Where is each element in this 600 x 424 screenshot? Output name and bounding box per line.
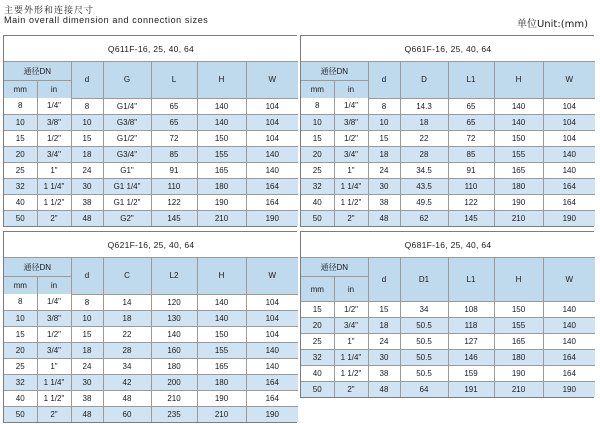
- column-header-w: W: [246, 62, 298, 99]
- table-title: Q611F-16, 25, 40, 64: [4, 36, 298, 62]
- table-row: [301, 382, 595, 398]
- table-cell: 15: [71, 130, 103, 146]
- table-cell: 65: [448, 114, 494, 130]
- table-cell: 28: [400, 146, 448, 162]
- table-row: [301, 98, 595, 114]
- table-cell: 146: [448, 350, 494, 366]
- table-cell: 140: [197, 294, 246, 310]
- table-cell: 150: [494, 302, 543, 318]
- table-cell: 180: [197, 374, 246, 390]
- column-header-w: W: [543, 258, 595, 302]
- spec-table: [301, 232, 595, 397]
- table-cell: 24: [368, 334, 400, 350]
- column-header-h: H: [494, 62, 543, 99]
- column-header-mm: mm: [4, 277, 37, 295]
- table-cell: 48: [71, 406, 103, 422]
- table-cell: 164: [543, 366, 595, 382]
- table-cell: 200: [151, 374, 197, 390]
- column-header-w: W: [246, 258, 298, 295]
- table-cell: 164: [246, 390, 298, 406]
- table-cell: 164: [543, 178, 595, 194]
- table-cell: 20: [301, 146, 334, 162]
- table-row: [4, 342, 298, 358]
- column-header-h: H: [197, 62, 246, 99]
- table-cell: 190: [246, 210, 298, 226]
- column-header-in: in: [334, 81, 368, 99]
- table-cell: 30: [368, 350, 400, 366]
- table-cell: 140: [246, 358, 298, 374]
- table-cell: 8: [368, 98, 400, 114]
- table-row: [4, 210, 298, 226]
- table-cell: 1 1/2": [37, 194, 71, 210]
- spec-table: [301, 36, 595, 226]
- table-cell: 1 1/4": [37, 374, 71, 390]
- table-cell: 180: [197, 178, 246, 194]
- table-cell: 48: [368, 382, 400, 398]
- column-header-dn: 通径DN: [301, 258, 368, 277]
- table-cell: 32: [4, 178, 37, 194]
- table-cell: 1": [37, 358, 71, 374]
- table-cell: 1/4": [37, 98, 71, 114]
- table-cell: 20: [4, 146, 37, 162]
- table-cell: 1 1/2": [334, 366, 368, 382]
- table-cell: 155: [494, 146, 543, 162]
- table-cell: 150: [197, 326, 246, 342]
- table-cell: 18: [71, 342, 103, 358]
- table-q621f: [3, 231, 297, 423]
- table-row: [4, 358, 298, 374]
- table-cell: 122: [448, 194, 494, 210]
- table-row: [4, 98, 298, 114]
- table-cell: 30: [368, 178, 400, 194]
- table-cell: 8: [4, 294, 37, 310]
- table-q611f: [3, 35, 297, 227]
- table-cell: 180: [494, 178, 543, 194]
- table-cell: 25: [4, 358, 37, 374]
- table-cell: 38: [71, 390, 103, 406]
- table-cell: G3/4": [103, 146, 151, 162]
- table-cell: 18: [71, 146, 103, 162]
- table-cell: 8: [71, 98, 103, 114]
- table-cell: 210: [494, 382, 543, 398]
- table-cell: 40: [301, 366, 334, 382]
- table-cell: 190: [543, 210, 595, 226]
- table-cell: 2": [334, 382, 368, 398]
- table-cell: 1/4": [334, 98, 368, 114]
- table-cell: 25: [301, 162, 334, 178]
- table-cell: 165: [494, 334, 543, 350]
- table-cell: 15: [4, 326, 37, 342]
- column-header-in: in: [37, 277, 71, 295]
- table-cell: 15: [71, 326, 103, 342]
- column-header-dn: 通径DN: [4, 258, 71, 277]
- table-cell: 18: [400, 114, 448, 130]
- table-row: [4, 130, 298, 146]
- table-cell: 150: [197, 130, 246, 146]
- table-cell: 1": [37, 162, 71, 178]
- column-header-w: W: [543, 62, 595, 99]
- table-cell: 190: [246, 406, 298, 422]
- table-cell: 18: [103, 310, 151, 326]
- table-cell: 210: [197, 406, 246, 422]
- table-cell: G3/8": [103, 114, 151, 130]
- table-cell: 10: [71, 114, 103, 130]
- table-cell: 145: [448, 210, 494, 226]
- table-cell: 24: [368, 162, 400, 178]
- column-header-l2: L2: [151, 258, 197, 295]
- table-cell: 15: [368, 302, 400, 318]
- column-header-dn: 通径DN: [4, 62, 71, 81]
- table-cell: 10: [71, 310, 103, 326]
- table-cell: 140: [543, 146, 595, 162]
- table-cell: G2": [103, 210, 151, 226]
- table-cell: 50: [301, 210, 334, 226]
- table-cell: 140: [543, 302, 595, 318]
- table-cell: 104: [543, 130, 595, 146]
- table-cell: 164: [543, 350, 595, 366]
- table-cell: 62: [400, 210, 448, 226]
- column-header-l1: L1: [448, 62, 494, 99]
- table-row: [4, 390, 298, 406]
- table-cell: 104: [246, 310, 298, 326]
- table-cell: 24: [71, 162, 103, 178]
- table-cell: 50: [301, 382, 334, 398]
- table-cell: 38: [368, 194, 400, 210]
- table-cell: 110: [448, 178, 494, 194]
- table-cell: 91: [151, 162, 197, 178]
- table-cell: 22: [400, 130, 448, 146]
- table-cell: 1 1/2": [334, 194, 368, 210]
- table-cell: 120: [151, 294, 197, 310]
- column-header-in: in: [334, 277, 368, 302]
- table-cell: 127: [448, 334, 494, 350]
- table-cell: 32: [4, 374, 37, 390]
- table-cell: 104: [543, 98, 595, 114]
- table-cell: 15: [301, 130, 334, 146]
- table-cell: 8: [301, 98, 334, 114]
- column-header-d: d: [71, 62, 103, 99]
- table-cell: 49.5: [400, 194, 448, 210]
- table-row: [301, 162, 595, 178]
- table-cell: 140: [151, 326, 197, 342]
- table-cell: 30: [71, 178, 103, 194]
- table-cell: 1 1/4": [37, 178, 71, 194]
- title-cn: 主要外形和连接尺寸: [4, 6, 95, 16]
- table-row: [4, 114, 298, 130]
- table-cell: 235: [151, 406, 197, 422]
- table-cell: 104: [246, 294, 298, 310]
- table-cell: 210: [151, 390, 197, 406]
- table-cell: 155: [197, 146, 246, 162]
- column-header-d: d: [71, 258, 103, 295]
- table-cell: 18: [368, 318, 400, 334]
- table-row: [4, 194, 298, 210]
- table-row: [4, 162, 298, 178]
- table-row: [4, 406, 298, 422]
- table-cell: 1/2": [37, 326, 71, 342]
- table-row: [301, 130, 595, 146]
- column-header-d: d: [368, 62, 400, 99]
- table-cell: 72: [448, 130, 494, 146]
- table-cell: 50: [4, 210, 37, 226]
- table-row: [301, 318, 595, 334]
- unit-label: 单位Unit:(mm): [516, 19, 588, 30]
- table-cell: 1/2": [334, 302, 368, 318]
- table-cell: 65: [151, 98, 197, 114]
- table-cell: 165: [197, 358, 246, 374]
- table-cell: 108: [448, 302, 494, 318]
- column-header-dn: 通径DN: [301, 62, 368, 81]
- table-cell: 180: [151, 358, 197, 374]
- table-cell: 159: [448, 366, 494, 382]
- table-cell: 3/4": [37, 342, 71, 358]
- table-cell: G1/4": [103, 98, 151, 114]
- table-cell: 145: [151, 210, 197, 226]
- table-cell: 42: [103, 374, 151, 390]
- table-q681f: [300, 231, 594, 398]
- table-cell: 22: [103, 326, 151, 342]
- table-title: Q681F-16, 25, 40, 64: [301, 232, 595, 258]
- table-cell: 1 1/4": [334, 178, 368, 194]
- table-cell: 32: [301, 350, 334, 366]
- table-row: [4, 310, 298, 326]
- table-cell: 140: [197, 310, 246, 326]
- table-cell: 164: [246, 374, 298, 390]
- column-header-d: D: [400, 62, 448, 99]
- table-row: [4, 326, 298, 342]
- table-cell: 164: [543, 194, 595, 210]
- table-cell: 165: [494, 162, 543, 178]
- table-cell: G1 1/4": [103, 178, 151, 194]
- table-q661f: [300, 35, 594, 227]
- table-cell: 164: [246, 194, 298, 210]
- table-cell: 2": [37, 210, 71, 226]
- table-row: [4, 178, 298, 194]
- table-cell: 140: [543, 318, 595, 334]
- table-cell: 38: [71, 194, 103, 210]
- table-cell: 1": [334, 334, 368, 350]
- table-row: [301, 302, 595, 318]
- table-cell: 110: [151, 178, 197, 194]
- column-header-mm: mm: [301, 277, 334, 302]
- table-cell: 32: [301, 178, 334, 194]
- table-cell: 104: [246, 98, 298, 114]
- table-cell: 1": [334, 162, 368, 178]
- table-cell: 118: [448, 318, 494, 334]
- table-cell: 40: [4, 390, 37, 406]
- column-header-d: d: [368, 258, 400, 302]
- table-cell: 34: [103, 358, 151, 374]
- table-cell: G1/2": [103, 130, 151, 146]
- title-en: Main overall dimension and connection sizes: [4, 15, 209, 25]
- table-cell: 140: [246, 342, 298, 358]
- table-cell: 50: [4, 406, 37, 422]
- table-cell: 3/8": [37, 310, 71, 326]
- table-cell: 165: [197, 162, 246, 178]
- table-cell: 48: [103, 390, 151, 406]
- table-row: [4, 294, 298, 310]
- table-cell: 20: [4, 342, 37, 358]
- table-cell: 34.5: [400, 162, 448, 178]
- table-cell: 191: [448, 382, 494, 398]
- table-cell: 140: [494, 114, 543, 130]
- table-row: [301, 146, 595, 162]
- table-cell: 155: [197, 342, 246, 358]
- table-row: [301, 194, 595, 210]
- table-cell: 1/4": [37, 294, 71, 310]
- table-cell: 64: [400, 382, 448, 398]
- table-cell: 20: [301, 318, 334, 334]
- table-cell: 210: [197, 210, 246, 226]
- column-header-g: G: [103, 62, 151, 99]
- table-cell: 10: [4, 114, 37, 130]
- table-cell: 10: [4, 310, 37, 326]
- column-header-mm: mm: [301, 81, 334, 99]
- table-cell: 150: [494, 130, 543, 146]
- table-cell: 1 1/4": [334, 350, 368, 366]
- table-row: [301, 350, 595, 366]
- table-cell: 2": [334, 210, 368, 226]
- table-cell: 91: [448, 162, 494, 178]
- column-header-d1: D1: [400, 258, 448, 302]
- table-cell: 8: [4, 98, 37, 114]
- column-header-h: H: [494, 258, 543, 302]
- table-cell: 60: [103, 406, 151, 422]
- spec-table: [4, 232, 298, 422]
- table-cell: 24: [71, 358, 103, 374]
- table-cell: 18: [368, 146, 400, 162]
- table-row: [301, 210, 595, 226]
- table-cell: 43.5: [400, 178, 448, 194]
- table-cell: 50.5: [400, 334, 448, 350]
- table-cell: 25: [4, 162, 37, 178]
- table-cell: 14: [103, 294, 151, 310]
- table-cell: 50.5: [400, 366, 448, 382]
- table-cell: 160: [151, 342, 197, 358]
- table-cell: 38: [368, 366, 400, 382]
- table-cell: 40: [301, 194, 334, 210]
- table-cell: 15: [4, 130, 37, 146]
- column-header-l1: L1: [448, 258, 494, 302]
- table-title: Q621F-16, 25, 40, 64: [4, 232, 298, 258]
- table-cell: 3/4": [334, 146, 368, 162]
- table-cell: 2": [37, 406, 71, 422]
- table-cell: 85: [448, 146, 494, 162]
- table-cell: 140: [246, 162, 298, 178]
- table-cell: 3/4": [334, 318, 368, 334]
- table-cell: 122: [151, 194, 197, 210]
- table-cell: 104: [246, 326, 298, 342]
- table-cell: 50.5: [400, 350, 448, 366]
- table-cell: 14.3: [400, 98, 448, 114]
- table-cell: 48: [71, 210, 103, 226]
- table-cell: 180: [494, 350, 543, 366]
- table-cell: 104: [246, 114, 298, 130]
- table-cell: 1 1/2": [37, 390, 71, 406]
- column-header-in: in: [37, 81, 71, 99]
- table-cell: 15: [301, 302, 334, 318]
- table-cell: 50.5: [400, 318, 448, 334]
- table-cell: G1 1/2": [103, 194, 151, 210]
- table-row: [301, 366, 595, 382]
- spec-table: [4, 36, 298, 226]
- table-title: Q661F-16, 25, 40, 64: [301, 36, 595, 62]
- table-cell: 3/8": [37, 114, 71, 130]
- table-cell: 140: [197, 98, 246, 114]
- table-cell: 30: [71, 374, 103, 390]
- table-row: [301, 178, 595, 194]
- table-cell: 140: [197, 114, 246, 130]
- table-cell: 48: [368, 210, 400, 226]
- table-cell: 28: [103, 342, 151, 358]
- table-cell: 140: [543, 334, 595, 350]
- table-cell: G1": [103, 162, 151, 178]
- table-cell: 10: [368, 114, 400, 130]
- table-cell: 190: [197, 194, 246, 210]
- table-cell: 190: [543, 382, 595, 398]
- table-cell: 1/2": [37, 130, 71, 146]
- column-header-c: C: [103, 258, 151, 295]
- table-cell: 155: [494, 318, 543, 334]
- table-row: [4, 146, 298, 162]
- table-cell: 85: [151, 146, 197, 162]
- table-cell: 190: [494, 366, 543, 382]
- table-cell: 130: [151, 310, 197, 326]
- table-row: [301, 334, 595, 350]
- table-cell: 25: [301, 334, 334, 350]
- table-cell: 10: [301, 114, 334, 130]
- column-header-l: L: [151, 62, 197, 99]
- table-cell: 8: [71, 294, 103, 310]
- table-cell: 104: [246, 130, 298, 146]
- table-cell: 15: [368, 130, 400, 146]
- table-cell: 164: [246, 178, 298, 194]
- table-cell: 72: [151, 130, 197, 146]
- table-row: [4, 374, 298, 390]
- table-cell: 190: [197, 390, 246, 406]
- table-cell: 1/2": [334, 130, 368, 146]
- column-header-mm: mm: [4, 81, 37, 99]
- table-cell: 140: [494, 98, 543, 114]
- table-cell: 3/4": [37, 146, 71, 162]
- table-cell: 65: [448, 98, 494, 114]
- table-row: [301, 114, 595, 130]
- table-cell: 3/8": [334, 114, 368, 130]
- column-header-h: H: [197, 258, 246, 295]
- table-cell: 104: [543, 114, 595, 130]
- table-cell: 65: [151, 114, 197, 130]
- table-cell: 140: [246, 146, 298, 162]
- table-cell: 210: [494, 210, 543, 226]
- table-cell: 190: [494, 194, 543, 210]
- table-cell: 34: [400, 302, 448, 318]
- table-cell: 40: [4, 194, 37, 210]
- table-cell: 140: [543, 162, 595, 178]
